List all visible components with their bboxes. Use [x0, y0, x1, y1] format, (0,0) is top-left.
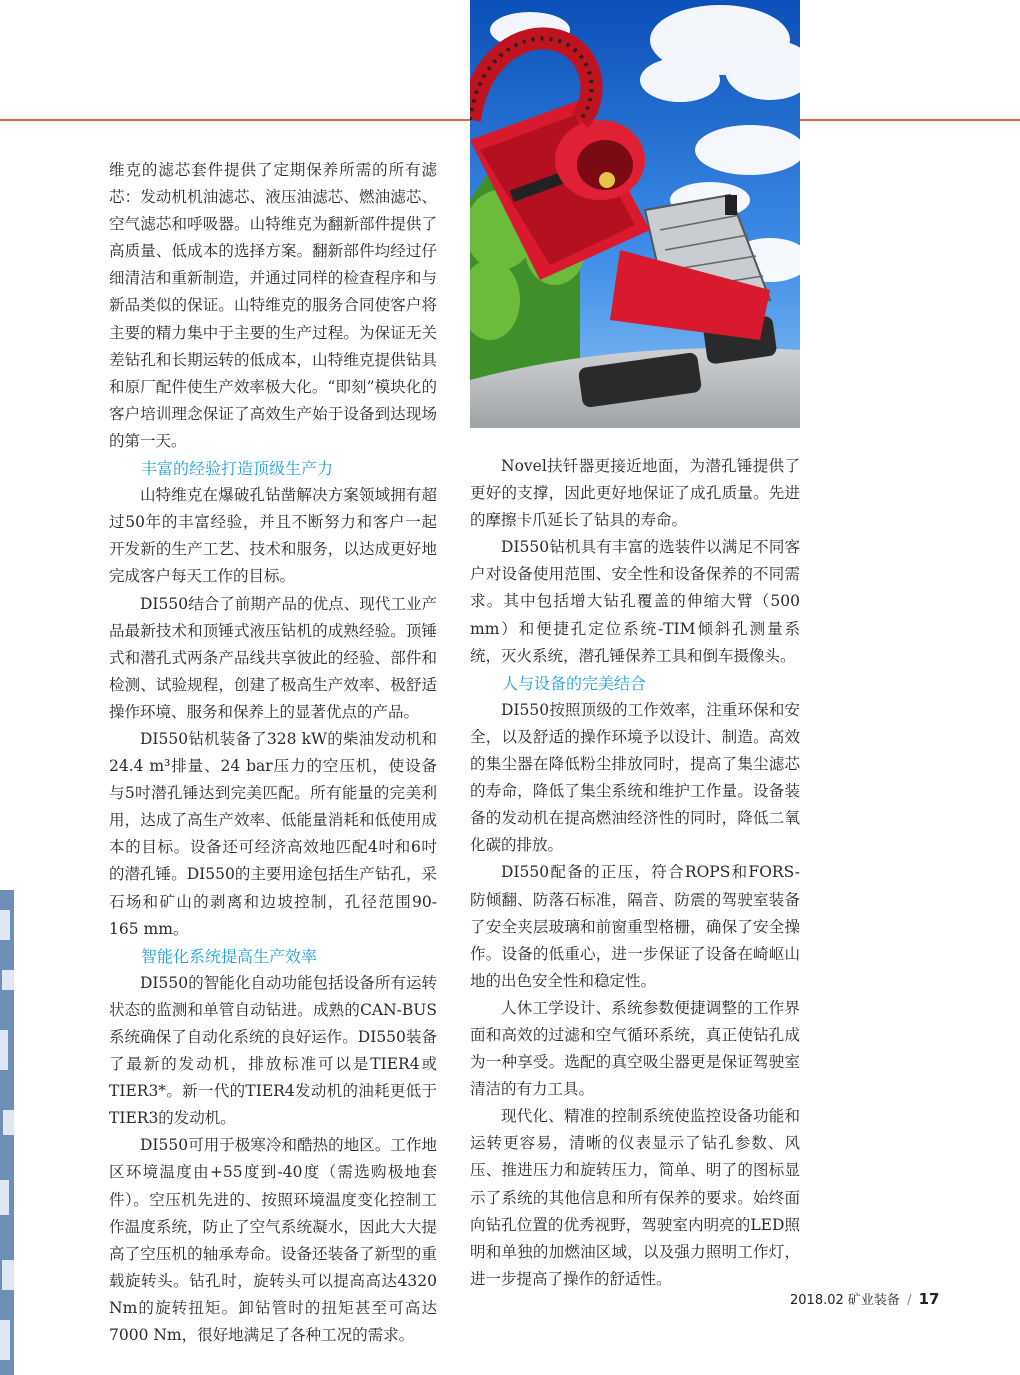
left-paragraph-4: DI550钻机装备了328 kW的柴油发动机和24.4 m³排量、24 bar压力的空压机，使设备与5吋潜孔锤达到完美匹配。所有能量的完美利用，达成了高生产效率、低能量消耗和低使用成本的目标。设备还可经济高效地匹配4吋和6吋的潜孔锤。DI550的主要用途包括生产钻孔，采石场和矿山的剥离和边坡控制，孔径范围90-165 mm。: [109, 729, 437, 938]
left-paragraph-1: 维克的滤芯套件提供了定期保养所需的所有滤芯：发动机机油滤芯、液压油滤芯、燃油滤芯、空气滤芯和呼吸器。山特维克为翻新部件提供了高质量、低成本的选择方案。翻新部件均经过仔细清洁和重新制造，并通过同样的检查程序和与新品类似的保证。山特维克的服务合同使客户将主要的精力集中于主要的生产过程。为保证无关差钻孔和长期运转的低成本，山特维克提供钻具和原厂配件使生产效率极大化。“即刻”模块化的客户培训理念保证了高效生产始于设备到达现场的第一天。: [109, 161, 437, 450]
section-heading-experience: 丰富的经验打造顶级生产力: [141, 459, 334, 479]
left-paragraph-6: DI550可用于极寒冷和酷热的地区。工作地区环境温度由+55度到-40度（需选购极地套件）。空压机先进的、按照环境温度变化控制工作温度系统，防止了空气系统凝水，因此大大提高了空压机的轴承寿命。设备还装备了新型的重载旋转头。钻孔时，旋转头可以提高高达4320 Nm的旋转扭矩。卸钻管时的扭矩甚至可高达7000 Nm，很好地满足了各种工况的需求。: [109, 1136, 437, 1345]
right-text-column: [470, 453, 800, 1293]
left-text-column: [109, 157, 437, 1349]
page-footer: [790, 1289, 939, 1308]
issue-date: 2018.02: [790, 1293, 844, 1308]
right-paragraph-3: DI550按照顶级的工作效率，注重环保和安全，以及舒适的操作环境予以设计、制造。高效的集尘器在降低粉尘排放同时，提高了集尘滤芯的寿命，降低了集尘系统和维护工作量。设备装备的发动机在提高燃油经济性的同时，降低二氧化碳的排放。: [470, 700, 800, 855]
right-paragraph-1: Novel扶钎器更接近地面，为潜孔锤提供了更好的支撑，因此更好地保证了成孔质量。先进的摩擦卡爪延长了钻具的寿命。: [470, 457, 800, 530]
left-paragraph-3: DI550结合了前期产品的优点、现代工业产品最新技术和顶锤式液压钻机的成熟经验。顶锤式和潜孔式两条产品线共享彼此的经验、部件和检测、试验规程，创建了极高生产效率、极舒适操作环境、服务和保养上的显著优点的产品。: [109, 594, 437, 721]
drill-rig-photo: [470, 0, 800, 428]
magazine-name: 矿业装备: [847, 1293, 900, 1308]
footer-separator: /: [907, 1293, 912, 1308]
right-paragraph-2: DI550钻机具有丰富的选装件以满足不同客户对设备使用范围、安全性和设备保养的不同需求。其中包括增大钻孔覆盖的伸缩大臂（500 mm）和便捷孔定位系统-TIM倾斜孔测量系统，灭火系统，潜孔锤保养工具和倒车摄像头。: [470, 538, 800, 665]
left-paragraph-2: 山特维克在爆破孔钻凿解决方案领域拥有超过50年的丰富经验，并且不断努力和客户一起开发新的生产工艺、技术和服务，以达成更好地完成客户每天工作的目标。: [109, 486, 437, 586]
page-number: 17: [918, 1290, 940, 1308]
section-heading-human-machine: 人与设备的完美结合: [502, 673, 647, 693]
left-paragraph-5: DI550的智能化自动功能包括设备所有运转状态的监测和单管自动钻进。成熟的CAN-BUS系统确保了自动化系统的良好运作。DI550装备了最新的发动机，排放标准可以是TIER4或TIER3*。新一代的TIER4发动机的油耗更低于TIER3的发动机。: [109, 973, 437, 1128]
side-image-strip: [0, 890, 14, 1375]
right-paragraph-5: 人休工学设计、系统参数便捷调整的工作界面和高效的过滤和空气循环系统，真正使钻孔成为一种享受。选配的真空吸尘器更是保证驾驶室清洁的有力工具。: [470, 998, 800, 1099]
right-paragraph-6: 现代化、精准的控制系统使监控设备功能和运转更容易，清晰的仪表显示了钻孔参数、风压、推进压力和旋转压力，简单、明了的图标显示了系统的其他信息和所有保养的要求。始终面向钻孔位置的优秀视野，驾驶室内明亮的LED照明和单独的加燃油区域，以及强力照明工作灯，进一步提高了操作的舒适性。: [470, 1107, 800, 1288]
section-heading-intelligent: 智能化系统提高生产效率: [141, 946, 318, 966]
right-paragraph-4: DI550配备的正压，符合ROPS和FORS-防倾翻、防落石标准，隔音、防震的驾驶室装备了安全夹层玻璃和前窗重型格栅，确保了安全操作。设备的低重心，进一步保证了设备在崎岖山地的出色安全性和稳定性。: [470, 863, 800, 990]
